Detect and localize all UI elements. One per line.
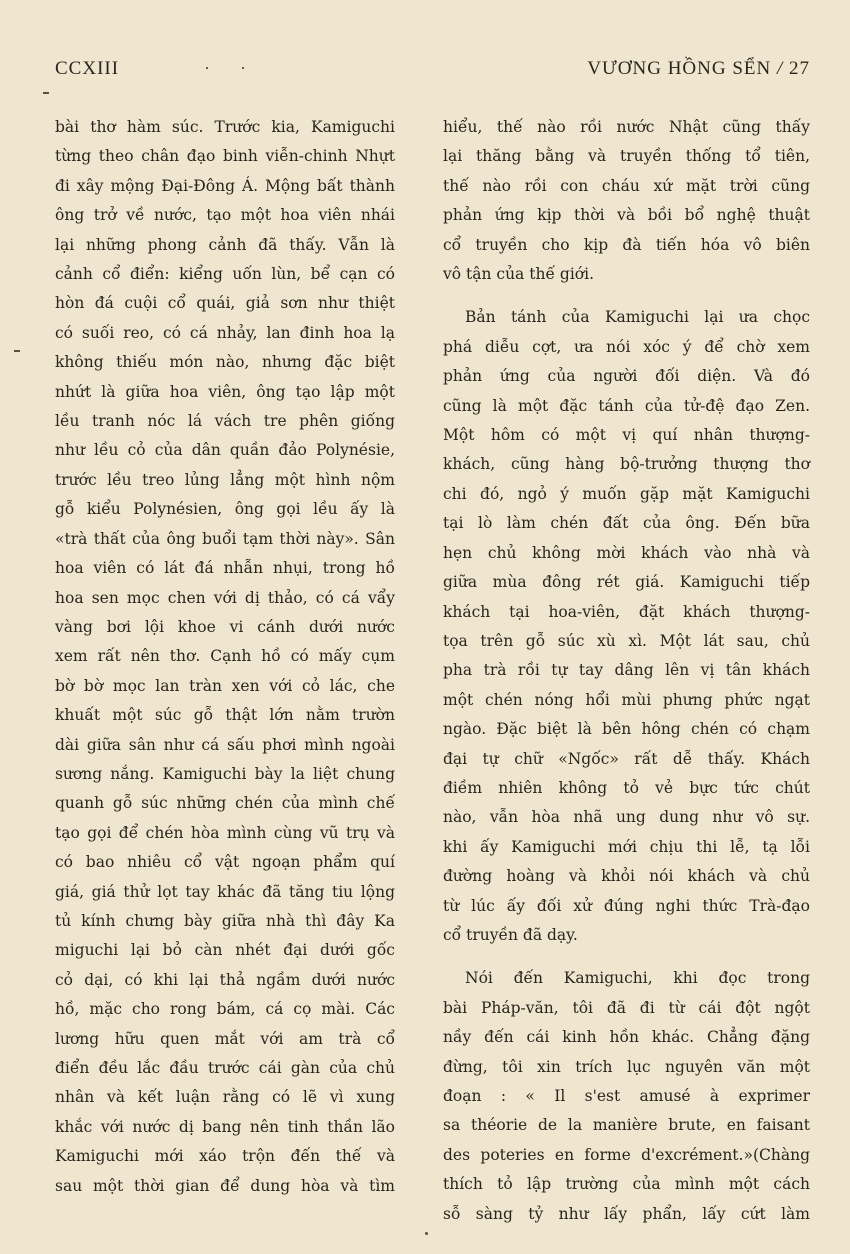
text-line: đi xây mộng Đại-Đông Á. Mộng bất thành [55,176,395,195]
right-text-column [443,113,810,1229]
text-line: phản ứng kịp thời và bồi bổ nghệ thuật [443,206,810,225]
text-line: hoa sen mọc chen với dị thảo, có cá vẩy [55,588,395,607]
text-line: hồ, mặc cho rong bám, cá cọ mài. Các [55,1000,395,1019]
page-number: 27 [789,58,810,79]
text-line: điển đều lắc đầu trước cái gàn của chủ [55,1059,395,1077]
left-text-column [55,113,395,1201]
text-line: quanh gỗ súc những chén của mình chế [55,794,395,813]
text-line: «trà thất của ông buổi tạm thời này». Sân [55,529,395,548]
chapter-number: CCXIII [55,58,120,79]
text-line: hòn đá cuội cổ quái, giả sơn như thiệt [55,294,395,313]
header-dots: . . [205,56,259,73]
header-slash: / [776,58,784,79]
text-line: trước lều treo lủng lẳng một hình nộm [55,470,395,489]
text-line: giá, giá thử lọt tay khác đã tăng tiu lộng [55,882,395,901]
text-line: sương nắng. Kamiguchi bày la liệt chung [55,764,395,783]
text-line: cỏ dại, có khi lại thả ngầm dưới nước [55,970,395,989]
text-line: điềm nhiên không tỏ vẻ bực tức chút [443,778,810,797]
text-line: nầy đến cái kinh hồn khác. Chẳng đặng [443,1028,810,1047]
text-line: chi đó, ngỏ ý muốn gặp mặt Kamiguchi [443,484,810,503]
text-line: tủ kính chưng bày giữa nhà thì đây Ka [55,911,395,930]
text-line: lại những phong cảnh đã thấy. Vẫn là [55,235,395,254]
text-line: đường hoàng và khỏi nói khách và chủ [443,867,810,886]
text-line: hoa viên có lát đá nhẫn nhụi, trong hồ [55,559,395,578]
text-line: như lều cỏ của dân quần đảo Polynésie, [55,441,395,460]
text-line: miguchi lại bỏ càn nhét đại dưới gốc [55,941,395,960]
text-line: hiểu, thế nào rồi nước Nhật cũng thấy [443,118,810,136]
text-line: từ lúc ấy đối xử đúng nghi thức Trà-đạo [443,896,810,915]
text-line: des poteries en forme d'excrément.»(Chàng [443,1145,810,1164]
text-line: xem rất nên thơ. Cạnh hồ có mấy cụm [55,647,395,666]
text-line: cảnh cổ điển: kiểng uốn lùn, bể cạn có [55,265,395,284]
text-line: có bao nhiêu cổ vật ngoạn phẩm quí [55,853,395,872]
text-line: cũng là một đặc tánh của tử-đệ đạo Zen. [443,396,810,415]
text-line: có suối reo, có cá nhảy, lan đinh hoa lạ [55,323,395,342]
text-line: sau một thời gian để dung hòa và tìm [55,1176,395,1195]
author-name: VƯƠNG HỒNG SỂN [587,58,772,79]
text-line: gỗ kiểu Polynésien, ông gọi lều ấy là [55,500,395,519]
text-line: nhứt là giữa hoa viên, ông tạo lập một [55,382,395,401]
text-line: sa théorie de la manière brute, en faisant [443,1116,810,1135]
page-header [55,58,810,86]
text-line: Bản tánh của Kamiguchi lại ưa chọc [465,308,810,327]
text-line: khắc với nước dị bang nên tinh thần lão [55,1117,395,1136]
text-line: vô tận của thế giới. [443,265,594,284]
text-line: cổ truyền đã dạy. [443,925,578,944]
text-line: bài thơ hàm súc. Trước kia, Kamiguchi [55,118,395,136]
paragraph [443,964,810,1229]
author-page-label [587,58,810,80]
text-line: khuất một súc gỗ thật lớn nằm trườn [55,706,395,725]
margin-mark [14,350,20,352]
text-line: tọa trên gỗ súc xù xì. Một lát sau, chủ [443,631,810,650]
text-line: khách, cũng hàng bộ-trưởng thượng thơ [443,455,810,474]
text-line: từng theo chân đạo binh viễn-chinh Nhựt [55,147,395,166]
text-line: ông trở về nước, tạo một hoa viên nhái [55,206,395,225]
text-line: thế nào rồi con cháu xứ mặt trời cũng [443,176,810,195]
text-line: khi ấy Kamiguchi mới chịu thi lễ, tạ lỗi [443,837,810,856]
text-line: lều tranh nóc lá vách tre phên giống [55,412,395,431]
text-line: phá diễu cợt, ưa nói xóc ý để chờ xem [443,337,810,356]
text-line: ngào. Đặc biệt là bên hông chén có chạm [443,720,810,739]
text-line: bờ bờ mọc lan tràn xen với cỏ lác, che [55,676,395,695]
text-line: vàng bơi lội khoe vi cánh dưới nước [55,617,395,636]
text-line: bài Pháp-văn, tôi đã đi từ cái đột ngột [443,998,810,1017]
text-line: một chén nóng hổi mùi phưng phức ngạt [443,690,810,709]
text-line: phản ứng của người đối diện. Và đó [443,367,810,386]
text-line: đại tự chữ «Ngốc» rất dễ thấy. Khách [443,749,810,768]
margin-mark [43,92,49,94]
text-line: Một hôm có một vị quí nhân thượng- [443,426,810,445]
text-line: lương hữu quen mắt với am trà cổ [55,1029,395,1048]
text-line: nhân và kết luận rằng có lẽ vì xung [55,1088,395,1107]
text-line: pha trà rồi tự tay dâng lên vị tân khách [443,661,810,680]
text-line: sỗ sàng tỷ như lấy phẩn, lấy cứt làm [443,1204,810,1223]
text-line: lại thăng bằng và truyền thống tổ tiên, [443,147,810,166]
text-line: hẹn chủ không mời khách vào nhà và [443,543,810,562]
text-line: dài giữa sân như cá sấu phơi mình ngoài [55,735,395,754]
text-line: tại lò làm chén đất của ông. Đến bữa [443,514,810,533]
text-line: nào, vẫn hòa nhã ung dung như vô sự. [443,808,810,827]
text-line: đoạn : « Il s'est amusé à exprimer [443,1087,810,1105]
text-line: tạo gọi để chén hòa mình cùng vũ trụ và [55,823,395,842]
text-line: không thiếu món nào, nhưng đặc biệt [55,353,395,372]
text-line: đừng, tôi xin trích lục nguyên văn một [443,1057,810,1076]
text-line: Kamiguchi mới xáo trộn đến thế và [55,1147,395,1166]
text-line: cổ truyền cho kịp đà tiến hóa vô biên [443,235,810,254]
paragraph [443,303,810,950]
paragraph [443,113,810,289]
text-line: Nói đến Kamiguchi, khi đọc trong [465,969,810,988]
page-speck [425,1232,428,1235]
text-line: giữa mùa đông rét giá. Kamiguchi tiếp [443,573,810,592]
text-line: khách tại hoa-viên, đặt khách thượng- [443,602,810,621]
text-line: thích tỏ lập trường của mình một cách [443,1175,810,1194]
